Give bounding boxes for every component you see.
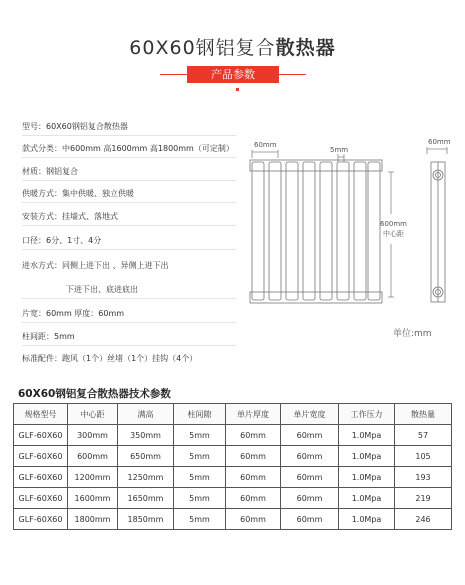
table-row: [14, 488, 452, 509]
table-cell: 60mm: [281, 488, 339, 509]
header-cell: 散热量: [395, 404, 452, 425]
badge-dot: [236, 88, 239, 91]
spec-dimensions: 片宽：60mm 厚度：60mm: [22, 309, 125, 318]
table-cell: 600mm: [68, 446, 118, 467]
table-row: [14, 425, 452, 446]
table-cell: 5mm: [174, 488, 226, 509]
spec-divider: [22, 202, 236, 203]
header-cell: 中心距: [68, 404, 118, 425]
label-width: 60mm: [254, 141, 277, 149]
table-cell: GLF-60X60: [14, 425, 68, 446]
spec-table: [13, 403, 452, 530]
table-cell: 105: [395, 446, 452, 467]
table-cell: 60mm: [226, 446, 281, 467]
spec-water-inlet-cont: 下进下出、底进底出: [66, 285, 138, 294]
spec-divider: [22, 135, 236, 136]
spec-model: 型号：60X60钢铝复合散热器: [22, 122, 128, 131]
table-cell: 300mm: [68, 425, 118, 446]
table-cell: 1.0Mpa: [339, 467, 395, 488]
table-row: [14, 509, 452, 530]
table-cell: 219: [395, 488, 452, 509]
label-gap: 5mm: [330, 146, 349, 154]
table-cell: 1650mm: [118, 488, 174, 509]
unit-note: 单位:mm: [393, 329, 432, 339]
table-cell: 60mm: [226, 425, 281, 446]
spec-styles: 款式分类：中600mm 高1600mm 高1800mm（可定制）: [22, 144, 234, 153]
spec-accessories: 标准配件：跑风（1个）丝堵（1个）挂钩（4个）: [22, 354, 198, 363]
header-cell: 规格型号: [14, 404, 68, 425]
label-height-value: 600mm: [380, 220, 407, 228]
table-cell: 1.0Mpa: [339, 425, 395, 446]
spec-column-gap: 柱间距：5mm: [22, 332, 75, 341]
table-cell: 1600mm: [68, 488, 118, 509]
table-cell: 60mm: [226, 488, 281, 509]
table-cell: 1.0Mpa: [339, 446, 395, 467]
table-cell: 1.0Mpa: [339, 488, 395, 509]
table-cell: 5mm: [174, 509, 226, 530]
spec-divider: [22, 180, 236, 181]
table-row: [14, 446, 452, 467]
badge-line-right: [279, 74, 306, 75]
table-cell: 246: [395, 509, 452, 530]
table-cell: 60mm: [226, 467, 281, 488]
table-cell: 1800mm: [68, 509, 118, 530]
header-cell: 工作压力: [339, 404, 395, 425]
label-height-caption: 中心距: [383, 230, 404, 238]
table-cell: 650mm: [118, 446, 174, 467]
table-cell: 1250mm: [118, 467, 174, 488]
page-title-normal: 60X60钢铝复合: [129, 37, 276, 59]
table-cell: 60mm: [226, 509, 281, 530]
table-cell: 57: [395, 425, 452, 446]
spec-installation: 安装方式：挂墙式、落地式: [22, 212, 118, 221]
table-row: [14, 467, 452, 488]
table-header-row: [14, 404, 452, 425]
table-cell: GLF-60X60: [14, 509, 68, 530]
header-cell: 单片厚度: [226, 404, 281, 425]
spec-material: 材质：钢铝复合: [22, 167, 78, 176]
spec-divider: [22, 249, 236, 250]
spec-divider: [22, 157, 236, 158]
page-title-bold: 散热器: [275, 37, 336, 59]
table-cell: 1.0Mpa: [339, 509, 395, 530]
radiator-side-drawing: [431, 162, 445, 302]
page-title: [0, 33, 465, 60]
table-cell: 60mm: [281, 509, 339, 530]
table-cell: GLF-60X60: [14, 467, 68, 488]
spec-water-inlet: 进水方式：同侧上进下出 、异侧上进下出: [22, 261, 169, 270]
table-cell: 60mm: [281, 446, 339, 467]
spec-divider: [22, 345, 236, 346]
spec-caliber: 口径：6分、1寸、4分: [22, 236, 102, 245]
section-badge: 产品参数: [187, 66, 279, 83]
radiator-diagram: [240, 132, 460, 322]
table-cell: 60mm: [281, 467, 339, 488]
table-cell: 5mm: [174, 425, 226, 446]
table-cell: 1200mm: [68, 467, 118, 488]
radiator-front-drawing: [250, 160, 382, 303]
header-cell: 单片宽度: [281, 404, 339, 425]
table-cell: 1850mm: [118, 509, 174, 530]
table-cell: 350mm: [118, 425, 174, 446]
table-cell: 60mm: [281, 425, 339, 446]
header-cell: 满高: [118, 404, 174, 425]
table-cell: 193: [395, 467, 452, 488]
spec-divider: [22, 322, 236, 323]
header-cell: 柱间隙: [174, 404, 226, 425]
spec-divider: [22, 298, 236, 299]
label-side-width: 60mm: [428, 138, 451, 146]
table-cell: 5mm: [174, 467, 226, 488]
table-cell: GLF-60X60: [14, 446, 68, 467]
spec-divider: [22, 225, 236, 226]
table-cell: 5mm: [174, 446, 226, 467]
badge-line-left: [160, 74, 187, 75]
table-cell: GLF-60X60: [14, 488, 68, 509]
spec-heating: 供暖方式：集中供暖、独立供暖: [22, 189, 134, 198]
table-title: 60X60钢铝复合散热器技术参数: [18, 388, 171, 400]
